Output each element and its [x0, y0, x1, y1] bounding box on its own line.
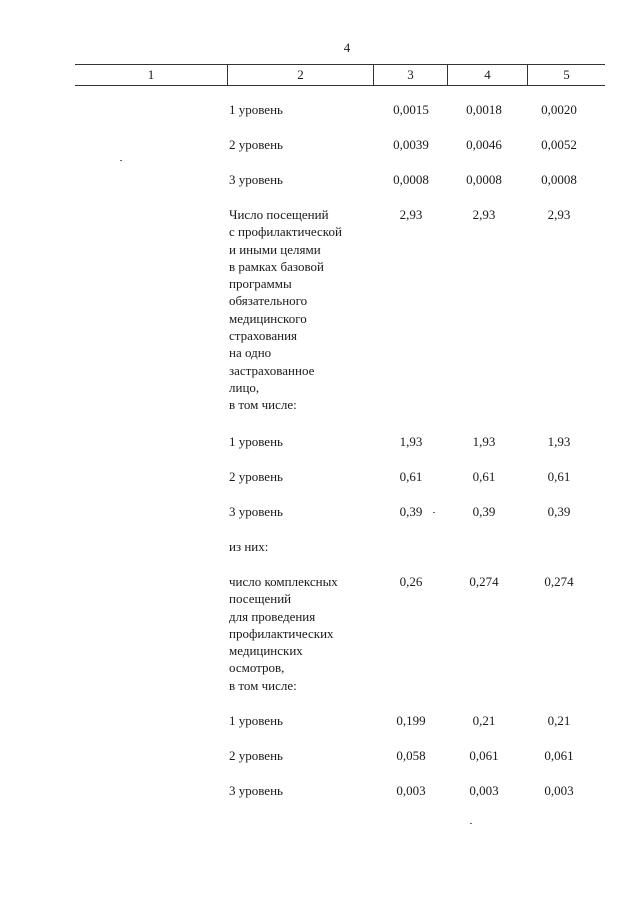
value-col-4: 2,93 — [472, 207, 496, 222]
row-label: 3 уровень — [229, 172, 283, 187]
value-col-3: 0,058 — [396, 748, 426, 763]
row-label: 2 уровень — [229, 469, 283, 484]
value-col-5: 0,003 — [544, 783, 574, 798]
row-label: число комплексных посещений для проведения профилактических медицинских осмотров, в том числе: — [229, 574, 338, 693]
value-col-4: 0,003 — [469, 783, 499, 798]
row-label: 2 уровень — [229, 748, 283, 763]
value-col-4: 0,274 — [469, 574, 499, 589]
value-col-5: 2,93 — [547, 207, 571, 222]
value-col-5: 0,61 — [547, 469, 571, 484]
row-label: 1 уровень — [229, 713, 283, 728]
row-label: 1 уровень — [229, 102, 283, 117]
value-col-5: 0,0020 — [541, 102, 577, 117]
value-col-3: 0,003 — [396, 783, 426, 798]
value-col-4: 0,0046 — [466, 137, 502, 152]
value-col-3: 0,0039 — [393, 137, 429, 152]
value-col-3: 0,0015 — [393, 102, 429, 117]
value-col-4: 0,061 — [469, 748, 499, 763]
row-label: 3 уровень — [229, 504, 283, 519]
row-label: 3 уровень — [229, 783, 283, 798]
value-col-4: 0,0008 — [466, 172, 502, 187]
scan-speck — [120, 160, 122, 161]
value-col-4: 1,93 — [472, 434, 496, 449]
value-col-4: 0,0018 — [466, 102, 502, 117]
header-col-4: 4 — [447, 65, 527, 85]
header-col-5: 5 — [527, 65, 605, 85]
value-col-5: 0,21 — [547, 713, 571, 728]
value-col-4: 0,39 — [472, 504, 496, 519]
value-col-3: 0,199 — [396, 713, 426, 728]
value-col-3: 0,26 — [399, 574, 423, 589]
value-col-4: 0,61 — [472, 469, 496, 484]
value-col-3: 2,93 — [399, 207, 423, 222]
value-col-5: 0,0052 — [541, 137, 577, 152]
value-col-5: 0,274 — [544, 574, 574, 589]
value-col-4: 0,21 — [472, 713, 496, 728]
header-col-1: 1 — [147, 67, 155, 82]
row-label: Число посещений с профилактической и иными целями в рамках базовой программы обязательного медицинского страхования на одно застрахованное лицо, в том числе: — [229, 207, 342, 413]
row-label: из них: — [229, 539, 269, 554]
scan-speck — [470, 823, 472, 824]
row-label: 2 уровень — [229, 137, 283, 152]
value-col-5: 0,39 — [547, 504, 571, 519]
value-col-5: 1,93 — [547, 434, 571, 449]
page-number: 4 — [343, 40, 351, 55]
value-col-3: 0,0008 — [393, 172, 429, 187]
value-col-3: 0,39 — [399, 504, 423, 519]
scan-speck — [433, 512, 435, 513]
header-col-2: 2 — [227, 65, 373, 85]
value-col-5: 0,0008 — [541, 172, 577, 187]
value-col-3: 1,93 — [399, 434, 423, 449]
header-col-3: 3 — [373, 65, 447, 85]
value-col-5: 0,061 — [544, 748, 574, 763]
row-label: 1 уровень — [229, 434, 283, 449]
value-col-3: 0,61 — [399, 469, 423, 484]
